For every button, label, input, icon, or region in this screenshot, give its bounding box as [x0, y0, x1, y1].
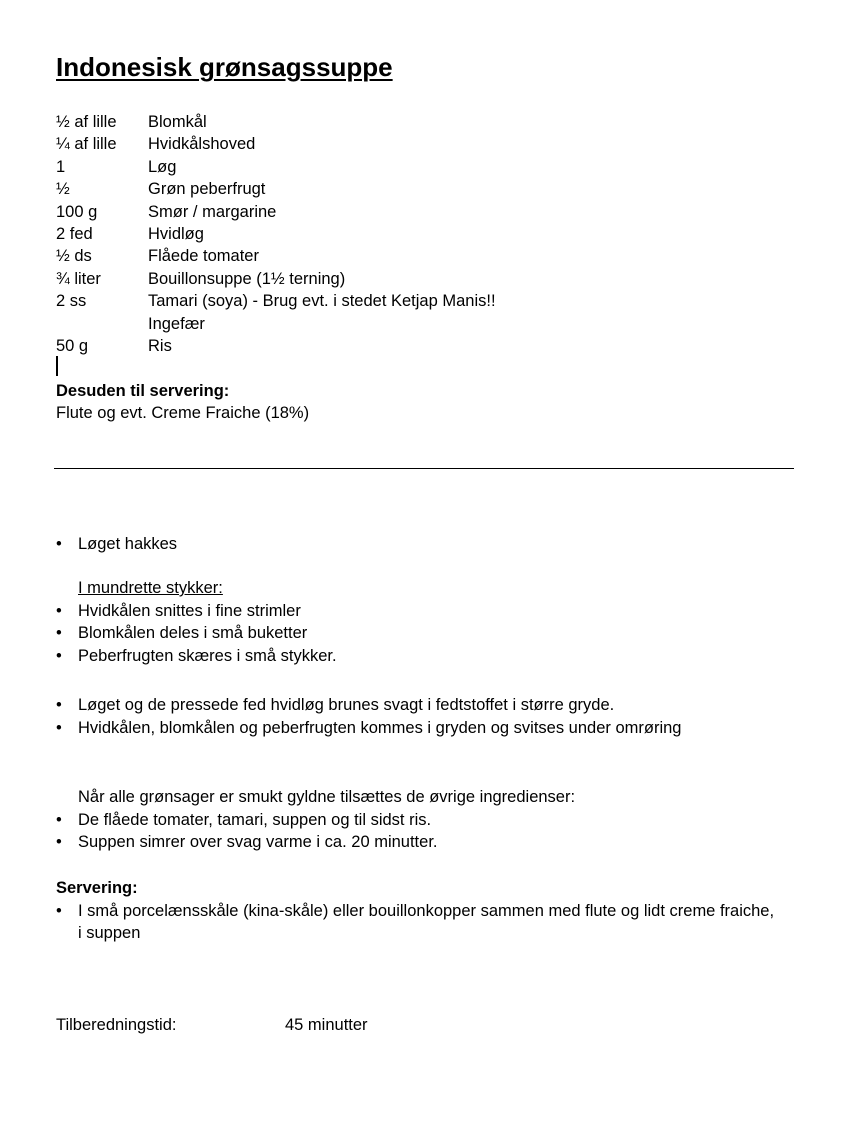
- step-text: Løget hakkes: [78, 535, 178, 553]
- ingredient-row: [56, 178, 496, 200]
- ingredient-row: [56, 223, 496, 245]
- ingredient-item: Hvidkålshoved: [148, 135, 256, 154]
- list-item: [56, 533, 177, 556]
- ingredient-item: Hvidløg: [148, 224, 204, 243]
- steps-block-3: [56, 694, 786, 739]
- ingredient-qty: 100 g: [56, 202, 98, 221]
- ingredient-row: [56, 313, 496, 335]
- list-item: [56, 694, 786, 717]
- bullet-icon: •: [56, 601, 62, 620]
- list-item: [56, 809, 786, 832]
- list-item: [56, 622, 337, 645]
- list-item: [56, 600, 337, 623]
- ingredient-row: [56, 201, 496, 223]
- bullet-icon: •: [56, 646, 62, 665]
- ingredient-qty: ½ af lille: [56, 113, 117, 131]
- bullet-icon: •: [56, 810, 62, 829]
- ingredient-item: Ris: [148, 336, 172, 355]
- bullet-icon: •: [56, 696, 62, 714]
- prep-time-label: Tilberedningstid:: [56, 1016, 177, 1034]
- bullet-icon: •: [56, 901, 62, 920]
- ingredient-qty: 2 fed: [56, 224, 93, 243]
- ingredient-row: [56, 268, 496, 290]
- ingredient-row: [56, 111, 496, 133]
- step-text: Løget og de pressede fed hvidløg brunes svagt i fedtstoffet i større gryde.: [78, 696, 615, 714]
- list-item: [56, 900, 781, 945]
- prep-time-value: 45 minutter: [285, 1016, 368, 1034]
- ingredient-row: [56, 133, 496, 155]
- subheading: [56, 577, 337, 600]
- note-text: Når alle grønsager er smukt gyldne tilsættes de øvrige ingredienser:: [78, 788, 576, 806]
- serving-extras: [56, 380, 309, 424]
- serving-extras-heading: Desuden til servering:: [56, 382, 230, 400]
- recipe-title: Indonesisk grønsagssuppe: [56, 52, 393, 82]
- bullet-icon: •: [56, 718, 62, 737]
- ingredient-item: Tamari (soya) - Brug evt. i stedet Ketjap Manis!!: [148, 292, 496, 311]
- cut-heading: I mundrette stykker:: [78, 579, 223, 597]
- ingredient-qty: 1: [56, 157, 66, 176]
- serving-text: I små porcelænsskåle (kina-skåle) eller bouillonkopper sammen med flute og lidt creme fraiche, i suppen: [78, 901, 775, 942]
- list-item: [56, 645, 337, 668]
- text-cursor: [56, 356, 58, 376]
- ingredient-row: [56, 245, 496, 267]
- bullet-icon: •: [56, 624, 62, 642]
- bullet-icon: •: [56, 535, 62, 553]
- ingredient-item: Smør / margarine: [148, 202, 277, 221]
- step-text: De flåede tomater, tamari, suppen og til sidst ris.: [78, 810, 432, 829]
- horizontal-divider: [54, 468, 794, 469]
- prep-time: [56, 1014, 368, 1036]
- steps-block-4: [56, 786, 786, 854]
- ingredient-row: [56, 156, 496, 178]
- ingredient-qty: ½ ds: [56, 247, 92, 266]
- ingredient-qty: 50 g: [56, 336, 89, 355]
- steps-block-1: [56, 533, 177, 556]
- step-text: Suppen simrer over svag varme i ca. 20 minutter.: [78, 833, 438, 851]
- ingredient-qty: 2 ss: [56, 292, 87, 311]
- ingredient-item: Løg: [148, 157, 177, 176]
- step-text: Peberfrugten skæres i små stykker.: [78, 646, 337, 665]
- ingredient-item: Flåede tomater: [148, 247, 259, 266]
- bullet-icon: •: [56, 833, 62, 851]
- step-text: Blomkålen deles i små buketter: [78, 624, 308, 642]
- list-item: [56, 831, 786, 854]
- ingredient-qty: ¾ liter: [56, 269, 101, 288]
- step-text: Hvidkålen snittes i fine strimler: [78, 601, 301, 620]
- step-text: Hvidkålen, blomkålen og peberfrugten kommes i gryden og svitses under omrøring: [78, 718, 682, 737]
- serving-block: [56, 877, 781, 945]
- ingredient-qty: ½: [56, 180, 70, 199]
- ingredient-row: [56, 290, 496, 312]
- ingredient-row: [56, 335, 496, 357]
- ingredient-item: Grøn peberfrugt: [148, 180, 266, 199]
- list-item: [56, 717, 718, 740]
- ingredient-item: Bouillonsuppe (1½ terning): [148, 269, 346, 288]
- ingredient-qty: ¼ af lille: [56, 135, 117, 154]
- ingredient-item: Ingefær: [148, 314, 205, 333]
- serving-extras-text: Flute og evt. Creme Fraiche (18%): [56, 404, 310, 422]
- ingredient-item: Blomkål: [148, 113, 207, 131]
- serving-heading: Servering:: [56, 879, 138, 897]
- ingredient-list: [56, 111, 496, 357]
- steps-block-2: [56, 577, 337, 667]
